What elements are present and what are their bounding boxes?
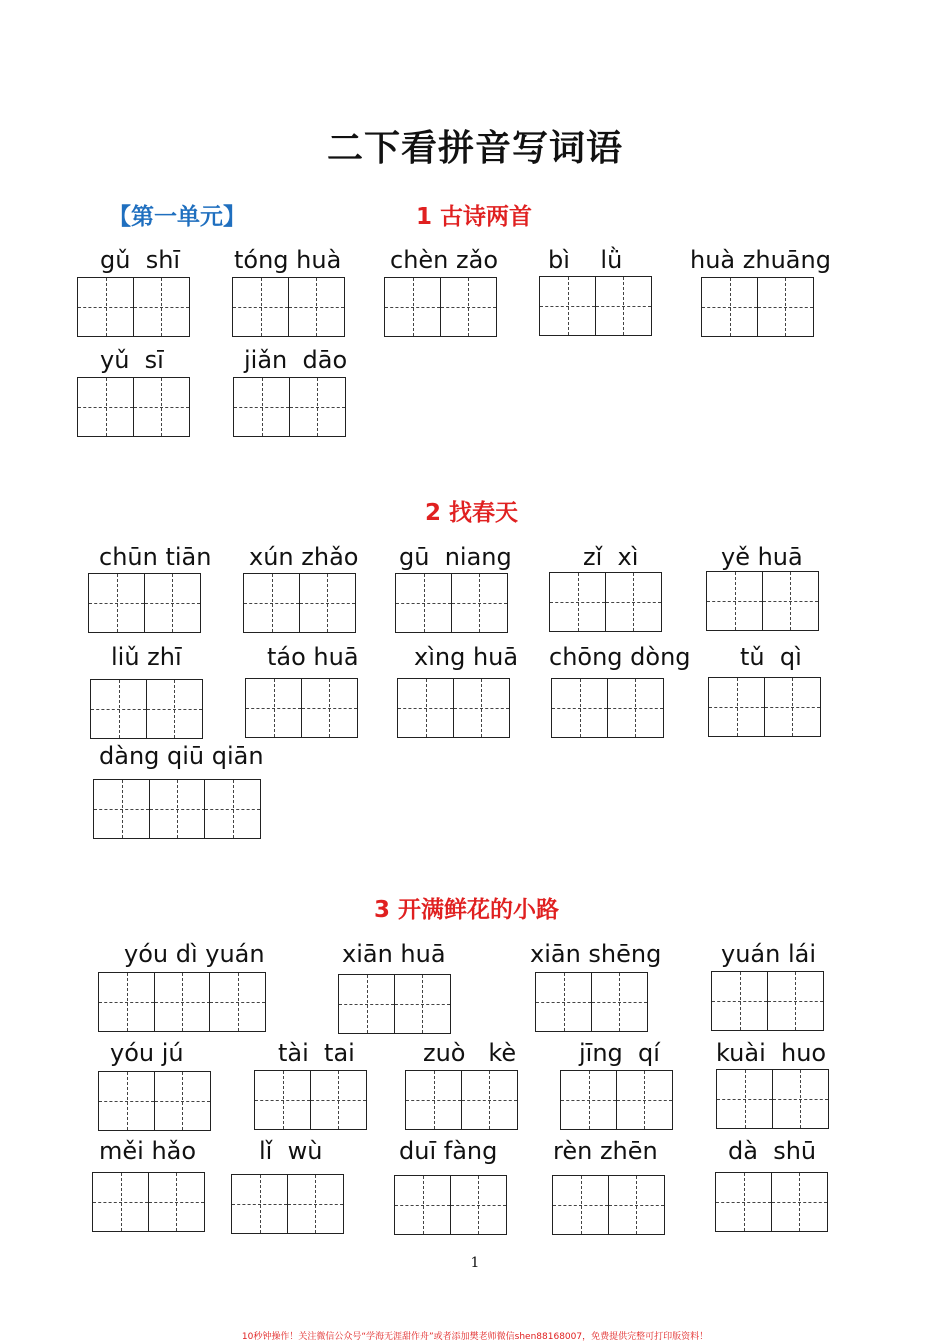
tianzige-answer-boxes: [716, 1069, 829, 1129]
page-number: 1: [470, 1255, 480, 1271]
tianzige-answer-boxes: [338, 974, 451, 1034]
tianzige-cell[interactable]: [144, 573, 201, 633]
tianzige-cell[interactable]: [301, 678, 358, 738]
tianzige-cell[interactable]: [535, 972, 592, 1032]
pinyin-prompt: tóng huà: [234, 246, 342, 274]
pinyin-prompt: rèn zhēn: [553, 1137, 658, 1165]
pinyin-prompt: jīng qí: [579, 1039, 660, 1067]
pinyin-prompt: duī fàng: [399, 1137, 498, 1165]
pinyin-prompt: chūn tiān: [99, 543, 212, 571]
tianzige-answer-boxes: [88, 573, 201, 633]
tianzige-cell[interactable]: [405, 1070, 462, 1130]
tianzige-cell[interactable]: [245, 678, 302, 738]
tianzige-cell[interactable]: [395, 573, 452, 633]
pinyin-prompt: yóu dì yuán: [124, 940, 265, 968]
tianzige-cell[interactable]: [299, 573, 356, 633]
tianzige-answer-boxes: [384, 277, 497, 337]
pinyin-prompt: jiǎn dāo: [244, 346, 348, 374]
lesson-1-title: 1 古诗两首: [416, 204, 533, 230]
pinyin-prompt: xìng huā: [414, 643, 519, 671]
tianzige-answer-boxes: [397, 678, 510, 738]
tianzige-cell[interactable]: [77, 377, 134, 437]
tianzige-answer-boxes: [98, 972, 266, 1032]
tianzige-cell[interactable]: [146, 679, 203, 739]
pinyin-prompt: yuán lái: [721, 940, 817, 968]
tianzige-answer-boxes: [395, 573, 508, 633]
pinyin-prompt: lǐ wù: [259, 1137, 323, 1165]
tianzige-cell[interactable]: [539, 276, 596, 336]
tianzige-cell[interactable]: [616, 1070, 673, 1130]
tianzige-cell[interactable]: [461, 1070, 518, 1130]
pinyin-prompt: gū niang: [399, 543, 512, 571]
tianzige-answer-boxes: [715, 1172, 828, 1232]
pinyin-prompt: dà shū: [728, 1137, 817, 1165]
tianzige-cell[interactable]: [232, 277, 289, 337]
tianzige-answer-boxes: [93, 779, 261, 839]
tianzige-cell[interactable]: [254, 1070, 311, 1130]
tianzige-cell[interactable]: [397, 678, 454, 738]
tianzige-cell[interactable]: [551, 678, 608, 738]
tianzige-cell[interactable]: [716, 1069, 773, 1129]
tianzige-answer-boxes: [706, 571, 819, 631]
pinyin-prompt: zuò kè: [423, 1039, 517, 1067]
tianzige-cell[interactable]: [231, 1174, 288, 1234]
tianzige-answer-boxes: [711, 971, 824, 1031]
tianzige-cell[interactable]: [605, 572, 662, 632]
tianzige-cell[interactable]: [133, 377, 190, 437]
pinyin-prompt: chèn zǎo: [390, 246, 498, 274]
unit-label: 【第一单元】: [108, 204, 246, 230]
tianzige-cell[interactable]: [204, 779, 261, 839]
tianzige-answer-boxes: [233, 377, 346, 437]
pinyin-prompt: tǔ qì: [740, 643, 802, 671]
tianzige-cell[interactable]: [757, 277, 814, 337]
tianzige-cell[interactable]: [453, 678, 510, 738]
pinyin-prompt: tài tai: [278, 1039, 355, 1067]
tianzige-cell[interactable]: [209, 972, 266, 1032]
page-title: 二下看拼音写词语: [326, 128, 623, 169]
pinyin-prompt: xún zhǎo: [249, 543, 359, 571]
tianzige-answer-boxes: [539, 276, 652, 336]
tianzige-cell[interactable]: [701, 277, 758, 337]
tianzige-cell[interactable]: [715, 1172, 772, 1232]
pinyin-prompt: gǔ shī: [100, 246, 181, 274]
pinyin-prompt: dàng qiū qiān: [99, 742, 264, 770]
tianzige-answer-boxes: [394, 1175, 507, 1235]
tianzige-cell[interactable]: [560, 1070, 617, 1130]
tianzige-answer-boxes: [254, 1070, 367, 1130]
tianzige-cell[interactable]: [450, 1175, 507, 1235]
tianzige-cell[interactable]: [384, 277, 441, 337]
tianzige-cell[interactable]: [394, 974, 451, 1034]
pinyin-prompt: xiān shēng: [530, 940, 662, 968]
pinyin-prompt: xiān huā: [342, 940, 446, 968]
tianzige-answer-boxes: [98, 1071, 211, 1131]
tianzige-cell[interactable]: [440, 277, 497, 337]
tianzige-cell[interactable]: [711, 971, 768, 1031]
tianzige-cell[interactable]: [451, 573, 508, 633]
tianzige-answer-boxes: [243, 573, 356, 633]
tianzige-cell[interactable]: [771, 1172, 828, 1232]
tianzige-cell[interactable]: [708, 677, 765, 737]
pinyin-prompt: měi hǎo: [99, 1137, 197, 1165]
tianzige-cell[interactable]: [149, 779, 206, 839]
tianzige-cell[interactable]: [706, 571, 763, 631]
tianzige-answer-boxes: [560, 1070, 673, 1130]
tianzige-cell[interactable]: [88, 573, 145, 633]
tianzige-cell[interactable]: [287, 1174, 344, 1234]
footer-note: 10秒钟操作！关注微信公众号“学海无涯甜作舟”或者添加樊老师微信shen88168007，免费提供完整可打印版资料！: [241, 1332, 709, 1342]
tianzige-cell[interactable]: [772, 1069, 829, 1129]
tianzige-cell[interactable]: [133, 277, 190, 337]
tianzige-cell[interactable]: [310, 1070, 367, 1130]
tianzige-answer-boxes: [77, 377, 190, 437]
pinyin-prompt: huà zhuāng: [690, 246, 831, 274]
tianzige-answer-boxes: [92, 1172, 205, 1232]
tianzige-answer-boxes: [552, 1175, 665, 1235]
tianzige-cell[interactable]: [762, 571, 819, 631]
tianzige-cell[interactable]: [98, 1071, 155, 1131]
pinyin-prompt: liǔ zhī: [111, 643, 182, 671]
tianzige-cell[interactable]: [288, 277, 345, 337]
tianzige-cell[interactable]: [93, 779, 150, 839]
tianzige-answer-boxes: [231, 1174, 344, 1234]
tianzige-cell[interactable]: [338, 974, 395, 1034]
tianzige-cell[interactable]: [394, 1175, 451, 1235]
pinyin-prompt: kuài huo: [716, 1039, 827, 1067]
tianzige-cell[interactable]: [549, 572, 606, 632]
tianzige-answer-boxes: [245, 678, 358, 738]
pinyin-prompt: zǐ xì: [583, 543, 639, 571]
tianzige-cell[interactable]: [90, 679, 147, 739]
tianzige-answer-boxes: [77, 277, 190, 337]
tianzige-cell[interactable]: [552, 1175, 609, 1235]
tianzige-answer-boxes: [535, 972, 648, 1032]
tianzige-cell[interactable]: [233, 377, 290, 437]
lesson-3-title: 3 开满鲜花的小路: [374, 897, 560, 923]
tianzige-cell[interactable]: [148, 1172, 205, 1232]
tianzige-cell[interactable]: [154, 1071, 211, 1131]
tianzige-cell[interactable]: [154, 972, 211, 1032]
tianzige-answer-boxes: [551, 678, 664, 738]
tianzige-cell[interactable]: [591, 972, 648, 1032]
tianzige-cell[interactable]: [243, 573, 300, 633]
tianzige-cell[interactable]: [77, 277, 134, 337]
tianzige-answer-boxes: [549, 572, 662, 632]
tianzige-cell[interactable]: [98, 972, 155, 1032]
pinyin-prompt: chōng dòng: [549, 643, 691, 671]
tianzige-cell[interactable]: [764, 677, 821, 737]
pinyin-prompt: yě huā: [721, 543, 803, 571]
tianzige-answer-boxes: [701, 277, 814, 337]
tianzige-cell[interactable]: [767, 971, 824, 1031]
pinyin-prompt: bì lǜ: [548, 246, 623, 274]
tianzige-cell[interactable]: [289, 377, 346, 437]
tianzige-cell[interactable]: [607, 678, 664, 738]
tianzige-answer-boxes: [90, 679, 203, 739]
pinyin-prompt: táo huā: [267, 643, 359, 671]
pinyin-prompt: yǔ sī: [100, 346, 164, 374]
tianzige-cell[interactable]: [92, 1172, 149, 1232]
tianzige-answer-boxes: [708, 677, 821, 737]
tianzige-cell[interactable]: [608, 1175, 665, 1235]
tianzige-cell[interactable]: [595, 276, 652, 336]
tianzige-answer-boxes: [232, 277, 345, 337]
lesson-2-title: 2 找春天: [425, 500, 519, 526]
pinyin-prompt: yóu jú: [110, 1039, 184, 1067]
tianzige-answer-boxes: [405, 1070, 518, 1130]
